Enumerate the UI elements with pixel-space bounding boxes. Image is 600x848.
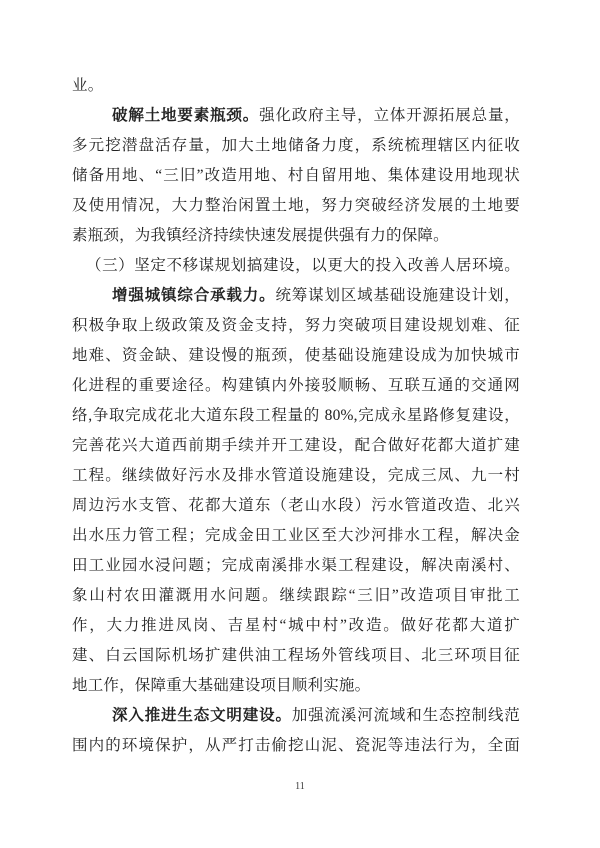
text-line: 多元挖潜盘活存量，加大土地储备力度，系统梳理辖区内征收 — [72, 137, 520, 154]
text-line: 建、白云国际机场扩建供油工程场外管线项目、北三环项目征 — [72, 647, 520, 664]
paragraph-lead-bold: 破解土地要素瓶颈。 — [112, 107, 260, 124]
text-line: 作，大力推进凤岗、吉星村“城中村”改造。做好花都大道扩 — [72, 617, 520, 634]
text-line: 破解土地要素瓶颈。强化政府主导，立体开源拓展总量， — [112, 107, 520, 124]
text-line: 深入推进生态文明建设。加强流溪河流域和生态控制线范 — [112, 707, 521, 724]
text-line: 素瓶颈，为我镇经济持续快速发展提供强有力的保障。 — [72, 227, 449, 244]
text-line: 地工作，保障重大基础建设项目顺利实施。 — [72, 677, 371, 694]
text-line: 化进程的重要途径。构建镇内外接驳顺畅、互联互通的交通网 — [72, 377, 520, 394]
text-line: 增强城镇综合承载力。统筹谋划区域基础设施建设计划， — [112, 287, 520, 304]
document-body — [72, 71, 520, 761]
page-number: 11 — [295, 781, 305, 792]
text-line: 积极争取上级政策及资金支持，努力突破项目建设规划难、征 — [72, 317, 520, 334]
text-line: （三）坚定不移谋规划搞建设，以更大的投入改善人居环境。 — [86, 257, 520, 274]
text-line: 业。 — [72, 77, 104, 94]
text-line: 工程。继续做好污水及排水管道设施建设，完成三凤、九一村 — [72, 467, 520, 484]
text-line: 地难、资金缺、建设慢的瓶颈，使基础设施建设成为加快城市 — [72, 347, 520, 364]
paragraph-lead-bold: 深入推进生态文明建设。 — [112, 707, 292, 724]
text-line: 络,争取完成花北大道东段工程量的 80%,完成永星路修复建设， — [72, 407, 520, 424]
text-line: 储备用地、“三旧”改造用地、村自留用地、集体建设用地现状 — [72, 167, 520, 184]
text-line: 出水压力管工程；完成金田工业区至大沙河排水工程，解决金 — [72, 527, 520, 544]
text-line: 象山村农田灌溉用水问题。继续跟踪“三旧”改造项目审批工 — [72, 587, 520, 604]
paragraph-lead-bold: 增强城镇综合承载力。 — [112, 287, 276, 304]
text-line: 完善花兴大道西前期手续并开工建设，配合做好花都大道扩建 — [72, 437, 520, 454]
text-line: 及使用情况，大力整治闲置土地，努力突破经济发展的土地要 — [72, 197, 520, 214]
text-line: 围内的环境保护，从严打击偷挖山泥、瓷泥等违法行为，全面 — [72, 737, 520, 754]
text-line: 周边污水支管、花都大道东（老山水段）污水管道改造、北兴 — [72, 497, 520, 514]
text-line: 田工业园水浸问题；完成南溪排水渠工程建设，解决南溪村、 — [72, 557, 520, 574]
